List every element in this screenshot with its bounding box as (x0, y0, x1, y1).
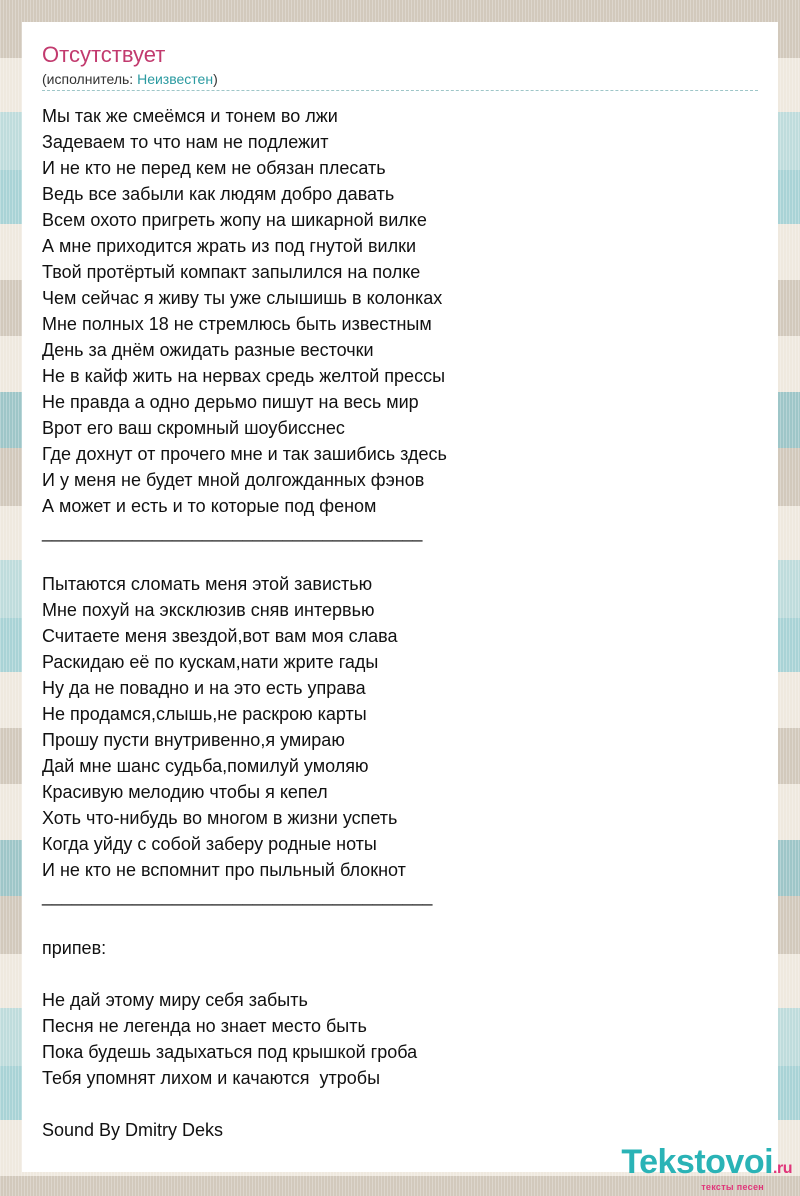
lyric-line: Не правда а одно дерьмо пишут на весь мир (42, 392, 419, 412)
lyric-line: Дай мне шанс судьба,помилуй умоляю (42, 756, 369, 776)
lyric-line: Пока будешь задыхаться под крышкой гроба (42, 1042, 418, 1062)
lyric-line: И не кто не вспомнит про пыльный блокнот (42, 860, 406, 880)
logo-tld: .ru (773, 1160, 792, 1177)
lyric-line: Мне похуй на эксклюзив сняв интервью (42, 600, 375, 620)
lyric-line: Пытаются сломать меня этой завистью (42, 574, 373, 594)
site-logo[interactable] (621, 1145, 792, 1192)
song-title: Отсутствует (42, 42, 166, 67)
lyric-line: День за днём ожидать разные весточки (42, 340, 374, 360)
lyric-line: Всем охото пригреть жопу на шикарной вилке (42, 210, 427, 230)
lyric-line: Когда уйду с собой заберу родные ноты (42, 834, 377, 854)
lyric-line: Врот его ваш скромный шоубисснес (42, 418, 345, 438)
lyric-line (42, 961, 758, 987)
lyric-line (42, 545, 758, 571)
lyric-line: Sound By Dmitry Deks (42, 1120, 224, 1140)
lyric-line: Не продамся,слышь,не раскрою карты (42, 704, 367, 724)
artist-prefix: (исполнитель: (42, 71, 138, 87)
lyric-line (42, 1091, 758, 1117)
lyric-line: Считаете меня звездой,вот вам моя слава (42, 626, 398, 646)
lyric-line: Красивую мелодию чтобы я кепел (42, 782, 328, 802)
lyric-line: Прошу пусти внутривенно,я умираю (42, 730, 345, 750)
lyric-line: Хоть что-нибудь во многом в жизни успеть (42, 808, 398, 828)
lyric-line: Где дохнут от прочего мне и так зашибись здесь (42, 444, 447, 464)
lyric-line: Мне полных 18 не стремлюсь быть известным (42, 314, 432, 334)
lyric-line: ______________________________________ (42, 522, 423, 542)
lyric-line: Ведь все забыли как людям добро давать (42, 184, 395, 204)
artist-link[interactable]: Неизвестен (137, 71, 214, 87)
lyric-line: Задеваем то что нам не подлежит (42, 132, 329, 152)
lyric-line: А мне приходится жрать из под гнутой вилки (42, 236, 417, 256)
lyric-line: Не в кайф жить на нервах средь желтой прессы (42, 366, 446, 386)
lyric-line: И у меня не будет мной долгожданных фэнов (42, 470, 425, 490)
lyric-line: Не дай этому миру себя забыть (42, 990, 308, 1010)
lyric-line: Ну да не повадно и на это есть управа (42, 678, 366, 698)
lyric-line: _______________________________________ (42, 886, 433, 906)
lyric-line: А может и есть и то которые под феном (42, 496, 377, 516)
lyric-line: И не кто не перед кем не обязан плесать (42, 158, 386, 178)
lyric-line: Тебя упомнят лихом и качаются утробы (42, 1068, 381, 1088)
logo-wordmark (621, 1145, 792, 1186)
lyric-line: припев: (42, 938, 107, 958)
lyrics-card (22, 22, 778, 1172)
artist-line (42, 70, 758, 91)
lyric-line (42, 909, 758, 935)
lyric-line: Песня не легенда но знает место быть (42, 1016, 367, 1036)
logo-main-text: Tekstovoi (621, 1143, 774, 1181)
artist-suffix: ) (213, 71, 218, 87)
logo-tagline: тексты песен (701, 1182, 764, 1192)
lyric-line: Твой протёртый компакт запылился на полке (42, 262, 421, 282)
lyric-line: Раскидаю её по кускам,нати жрите гады (42, 652, 379, 672)
lyrics-body (42, 103, 758, 1143)
lyric-line: Мы так же смеёмся и тонем во лжи (42, 106, 338, 126)
lyric-line: Чем сейчас я живу ты уже слышишь в колонках (42, 288, 443, 308)
